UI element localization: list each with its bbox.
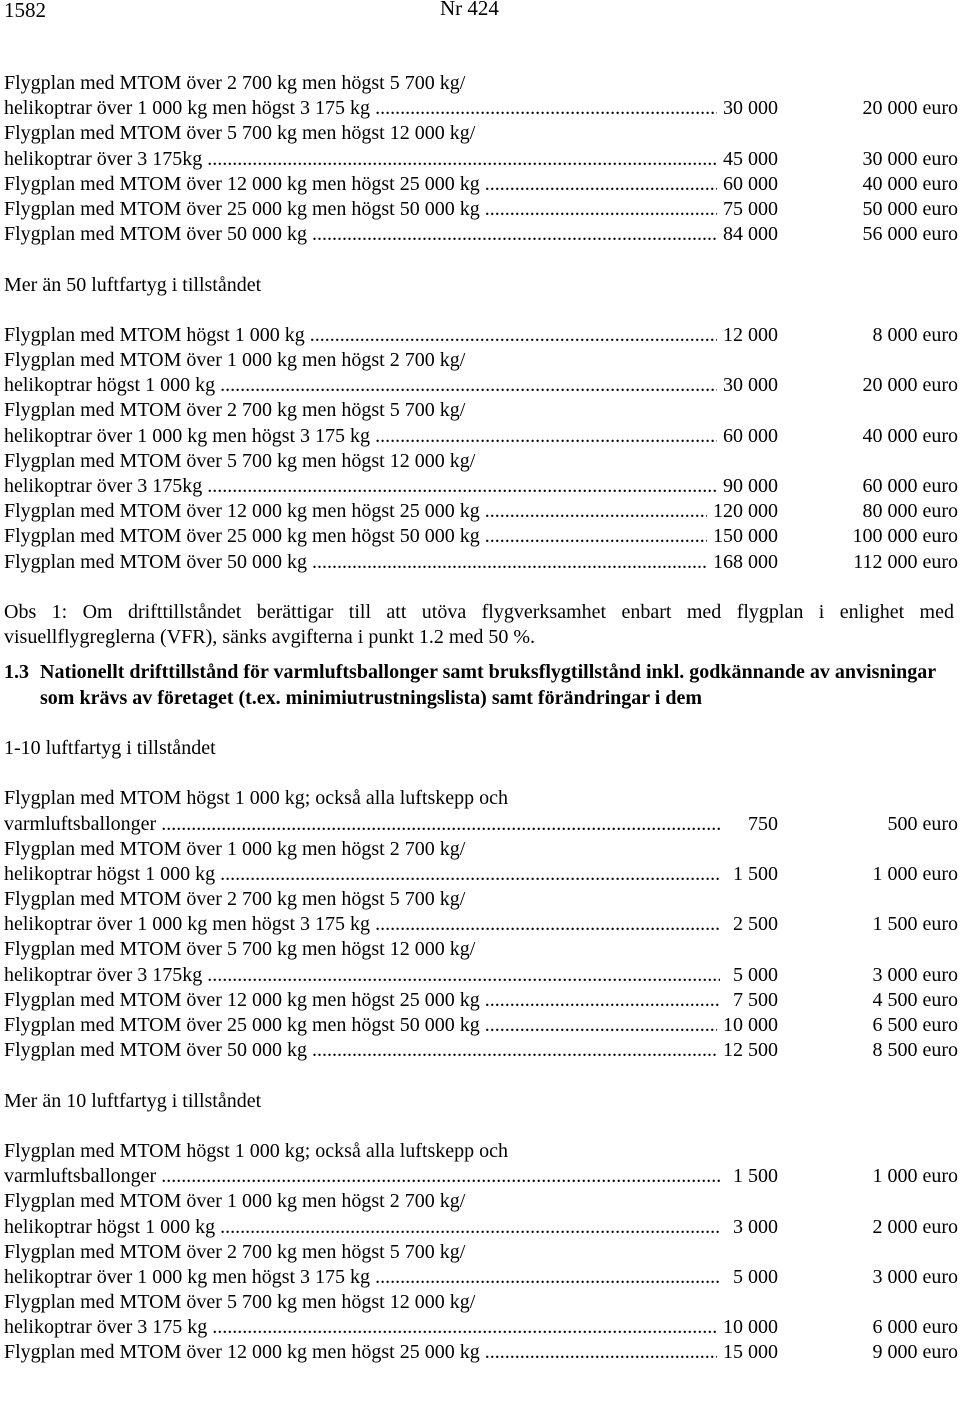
fee-euro-value: 80 000 euro (862, 500, 958, 523)
fee-row-label: Flygplan med MTOM över 12 000 kg men högst 25 000 kg ..... (4, 1340, 720, 1365)
fee-row (4, 424, 958, 449)
section-heading (4, 660, 950, 710)
fee-row (4, 812, 958, 837)
fee-row (4, 1265, 958, 1290)
fee-euro-value: 500 euro (887, 812, 958, 835)
fee-row (4, 1013, 958, 1038)
fee-table-over-10 (4, 1139, 958, 1366)
fee-row-label: Flygplan med MTOM över 25 000 kg men högst 50 000 kg ..... (4, 524, 720, 549)
fee-row (4, 1315, 958, 1340)
fee-mark-value: 60 000 (717, 424, 778, 449)
fee-row (4, 172, 958, 197)
fee-row (4, 912, 958, 937)
fee-row-label: helikoptrar över 3 175kg ..... (4, 147, 720, 172)
section-title: Mer än 10 luftfartyg i tillståndet (4, 1089, 262, 1112)
section-number: 1.3 (4, 661, 29, 684)
fee-row-label: helikoptrar över 1 000 kg men högst 3 175 kg ..... (4, 912, 720, 937)
fee-row (4, 862, 958, 887)
fee-mark-value: 3 000 (727, 1215, 778, 1240)
fee-row-label-line: Flygplan med MTOM över 2 700 kg men högst 5 700 kg/ (4, 1240, 466, 1263)
section-title: 1-10 luftfartyg i tillståndet (4, 736, 216, 759)
document-body (4, 71, 958, 1366)
fee-euro-value: 8 500 euro (872, 1039, 958, 1062)
fee-row-label: helikoptrar över 1 000 kg men högst 3 175 kg ..... (4, 1265, 720, 1290)
fee-euro-value: 56 000 euro (862, 223, 958, 246)
fee-row-label-line: Flygplan med MTOM över 2 700 kg men högst 5 700 kg/ (4, 399, 466, 422)
fee-row-label: Flygplan med MTOM högst 1 000 kg ..... (4, 323, 720, 348)
page-header (0, 0, 960, 26)
fee-row-label-line: Flygplan med MTOM högst 1 000 kg; också alla luftskepp och (4, 787, 509, 810)
fee-table-continued (4, 71, 958, 247)
fee-mark-value: 2 500 (727, 912, 778, 937)
section-heading-text: Nationellt drifttillstånd för varmluftsballonger samt bruksflygtillstånd inkl. godkännande av anvisningar som krävs av företaget (t.ex. minimiutrustningslista) samt förändringar i dem (40, 661, 936, 709)
fee-row (4, 197, 958, 222)
fee-row-label: helikoptrar högst 1 000 kg ..... (4, 1215, 720, 1240)
fee-mark-value: 15 000 (717, 1340, 778, 1365)
fee-row (4, 1215, 958, 1240)
fee-row (4, 499, 958, 524)
fee-mark-value: 1 500 (727, 862, 778, 887)
fee-euro-value: 3 000 euro (872, 963, 958, 986)
fee-row (4, 1038, 958, 1063)
fee-mark-value: 150 000 (707, 524, 778, 549)
fee-row-label: helikoptrar över 1 000 kg men högst 3 175 kg ..... (4, 424, 720, 449)
fee-euro-value: 1 000 euro (872, 862, 958, 885)
fee-mark-value: 168 000 (707, 550, 778, 575)
fee-mark-value: 10 000 (717, 1013, 778, 1038)
fee-row-label: Flygplan med MTOM över 12 000 kg men högst 25 000 kg ..... (4, 172, 720, 197)
fee-euro-value: 6 500 euro (872, 1014, 958, 1036)
fee-mark-value: 30 000 (717, 96, 778, 121)
fee-euro-value: 4 500 euro (872, 988, 958, 1011)
fee-row-label-line: Flygplan med MTOM över 1 000 kg men högst 2 700 kg/ (4, 1190, 466, 1213)
fee-row-label-line: Flygplan med MTOM över 5 700 kg men högst 12 000 kg/ (4, 449, 476, 472)
fee-row (4, 1340, 958, 1365)
fee-mark-value: 45 000 (717, 147, 778, 172)
fee-row (4, 524, 958, 549)
fee-row-label-line: Flygplan med MTOM över 5 700 kg men högst 12 000 kg/ (4, 1291, 476, 1314)
fee-row (4, 96, 958, 121)
fee-mark-value: 12 000 (717, 323, 778, 348)
document-number: Nr 424 (440, 0, 499, 20)
fee-euro-value: 100 000 euro (852, 525, 958, 548)
fee-row-label-line: Flygplan med MTOM över 2 700 kg men högst 5 700 kg/ (4, 888, 466, 911)
fee-row-label-line: Flygplan med MTOM högst 1 000 kg; också alla luftskepp och (4, 1139, 509, 1162)
fee-mark-value: 60 000 (717, 172, 778, 197)
fee-row-label: helikoptrar högst 1 000 kg ..... (4, 373, 720, 398)
fee-mark-value: 5 000 (727, 963, 778, 988)
page-number: 1582 (4, 0, 46, 22)
fee-row-label-line: Flygplan med MTOM över 2 700 kg men högst 5 700 kg/ (4, 72, 466, 94)
fee-row-label: helikoptrar över 3 175 kg ..... (4, 1315, 720, 1340)
fee-row (4, 550, 958, 575)
fee-mark-value: 75 000 (717, 197, 778, 222)
fee-table-1-10 (4, 786, 958, 1063)
fee-row-label: varmluftsballonger ..... (4, 812, 720, 837)
fee-row (4, 988, 958, 1013)
fee-euro-value: 3 000 euro (872, 1265, 958, 1288)
fee-mark-value: 90 000 (717, 474, 778, 499)
fee-row-label-line: Flygplan med MTOM över 5 700 kg men högst 12 000 kg/ (4, 122, 476, 145)
fee-row-label-line: Flygplan med MTOM över 5 700 kg men högst 12 000 kg/ (4, 938, 476, 961)
fee-euro-value: 50 000 euro (862, 197, 958, 220)
fee-euro-value: 112 000 euro (853, 550, 958, 573)
fee-row-label-line: Flygplan med MTOM över 1 000 kg men högst 2 700 kg/ (4, 349, 466, 372)
fee-table-over-50 (4, 323, 958, 575)
fee-euro-value: 40 000 euro (862, 172, 958, 195)
fee-row-label: helikoptrar över 1 000 kg men högst 3 175 kg ..... (4, 96, 720, 121)
fee-row (4, 147, 958, 172)
fee-row-label: Flygplan med MTOM över 25 000 kg men högst 50 000 kg ..... (4, 197, 720, 222)
fee-row (4, 323, 958, 348)
fee-euro-value: 30 000 euro (862, 147, 958, 170)
fee-mark-value: 1 500 (727, 1164, 778, 1189)
fee-row (4, 222, 958, 247)
fee-mark-value: 10 000 (717, 1315, 778, 1340)
note-paragraph: Obs 1: Om drifttillståndet berättigar till att utöva flygverksamhet enbart med flygplan i enlighet med visuellflygreglerna (VFR), sänks avgifterna i punkt 1.2 med 50 %. (4, 600, 954, 649)
fee-euro-value: 1 000 euro (872, 1165, 958, 1188)
fee-euro-value: 2 000 euro (872, 1215, 958, 1238)
fee-euro-value: 1 500 euro (872, 913, 958, 936)
fee-row-label: varmluftsballonger ..... (4, 1164, 720, 1189)
fee-row-label: Flygplan med MTOM över 50 000 kg ..... (4, 550, 720, 575)
fee-row-label: Flygplan med MTOM över 12 000 kg men högst 25 000 kg ..... (4, 499, 720, 524)
fee-mark-value: 30 000 (717, 373, 778, 398)
fee-row-label: Flygplan med MTOM över 50 000 kg ..... (4, 222, 720, 247)
fee-euro-value: 20 000 euro (862, 97, 958, 120)
fee-row-label: helikoptrar högst 1 000 kg ..... (4, 862, 720, 887)
fee-euro-value: 40 000 euro (862, 424, 958, 447)
fee-row-label: helikoptrar över 3 175kg ..... (4, 963, 720, 988)
fee-euro-value: 9 000 euro (872, 1341, 958, 1364)
fee-row (4, 373, 958, 398)
fee-mark-value: 120 000 (707, 499, 778, 524)
fee-row-label: Flygplan med MTOM över 12 000 kg men högst 25 000 kg ..... (4, 988, 720, 1013)
fee-mark-value: 5 000 (727, 1265, 778, 1290)
fee-row (4, 1164, 958, 1189)
fee-mark-value: 7 500 (727, 988, 778, 1013)
fee-row-label: Flygplan med MTOM över 25 000 kg men högst 50 000 kg ..... (4, 1013, 720, 1038)
fee-euro-value: 8 000 euro (872, 323, 958, 346)
fee-row-label: helikoptrar över 3 175kg ..... (4, 474, 720, 499)
fee-mark-value: 12 500 (717, 1038, 778, 1063)
fee-row-label-line: Flygplan med MTOM över 1 000 kg men högst 2 700 kg/ (4, 837, 466, 860)
fee-euro-value: 20 000 euro (862, 374, 958, 397)
fee-row-label: Flygplan med MTOM över 50 000 kg ..... (4, 1038, 720, 1063)
fee-mark-value: 750 (742, 812, 778, 837)
fee-mark-value: 84 000 (717, 222, 778, 247)
fee-euro-value: 6 000 euro (872, 1316, 958, 1339)
section-title: Mer än 50 luftfartyg i tillståndet (4, 273, 262, 296)
fee-row (4, 963, 958, 988)
fee-euro-value: 60 000 euro (862, 475, 958, 497)
fee-row (4, 474, 958, 499)
